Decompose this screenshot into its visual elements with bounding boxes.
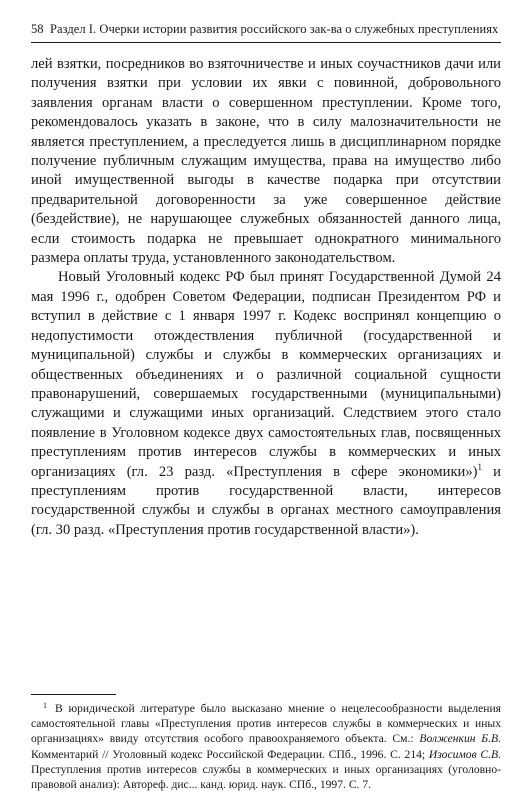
footnote xyxy=(31,701,501,792)
paragraph-text-start: Новый Уголовный кодекс РФ был принят Государственной Думой 24 мая 1996 г., одобрен Советом Федерации, подписан Президентом РФ и вступил в действие с 1 января 1997 г. Кодекс воспринял концепцию о недопустимости отождествления публичной (государственной и муниципальной) службы и службы в коммерческих организациях и общественных объединениях и о различной социальной сущности правонарушений, совершаемых государственными (муниципальными) служащими и служащими иных организаций. Следствием этого стало появление в Уголовном кодексе двух самостоятельных глав, посвященных преступлениям против интересов службы в коммерческих и иных организациях (гл. 23 разд. «Преступления в сфере экономики») xyxy=(31,269,501,480)
footnote-marker: 1 xyxy=(43,701,47,710)
footnote-text-1: В юридической литературе было высказано мнение о нецелесообразности выделения самостоятельной главы «Преступления против интересов службы в коммерческих и иных организациях» ввиду отсутствия особого правоохраняемого объекта. См.: xyxy=(31,702,501,746)
footnote-rule xyxy=(31,694,116,695)
footnote-author-1: Волженкин Б.В. xyxy=(419,732,501,746)
running-header xyxy=(31,22,501,37)
paragraph-new-code xyxy=(31,268,501,540)
paragraph-continued: лей взятки, посредников во взяточничестве и иных соучастников дачи или получения взятки при условии их явки с повинной, добровольного заявления органам власти о совершенном преступлении. Кроме того, рекомендовалось указать в законе, что в силу малозначительности не является преступлением, а преследуется лишь в дисциплинарном порядке получение публичным служащим имущества, права на имущество либо иной имущественной выгоды в качестве подарка при отсутствии предварительной договоренности за уже совершенное действие (бездействие), не нарушающее служебных обязанностей данного лица, если стоимость подарка не превышает однократного минимального размера оплаты труда, установленного законодательством. xyxy=(31,56,501,267)
paragraph-text-end: и преступлениям против государственной власти, интересов государственной службы и службы в органах местного самоуправления (гл. 30 разд. «Преступления против государственной власти»). xyxy=(31,463,501,538)
running-title: Раздел I. Очерки истории развития российского зак-ва о служебных преступлениях xyxy=(49,22,499,36)
header-rule xyxy=(31,42,501,43)
footnote-text-3: Преступления против интересов службы в коммерческих и иных организациях (уголовно-правовой анализ): Автореф. дис... канд. юрид. наук. СПб., 1997. С. 7. xyxy=(31,762,501,792)
main-text xyxy=(31,55,501,540)
footnote-reference[interactable]: 1 xyxy=(477,461,483,472)
footnote-author-2: Изосимов С.В. xyxy=(428,747,501,761)
footnote-text-2: Комментарий // Уголовный кодекс Российской Федерации. СПб., 1996. С. 214; xyxy=(31,747,429,761)
page-number: 58 xyxy=(31,22,44,36)
